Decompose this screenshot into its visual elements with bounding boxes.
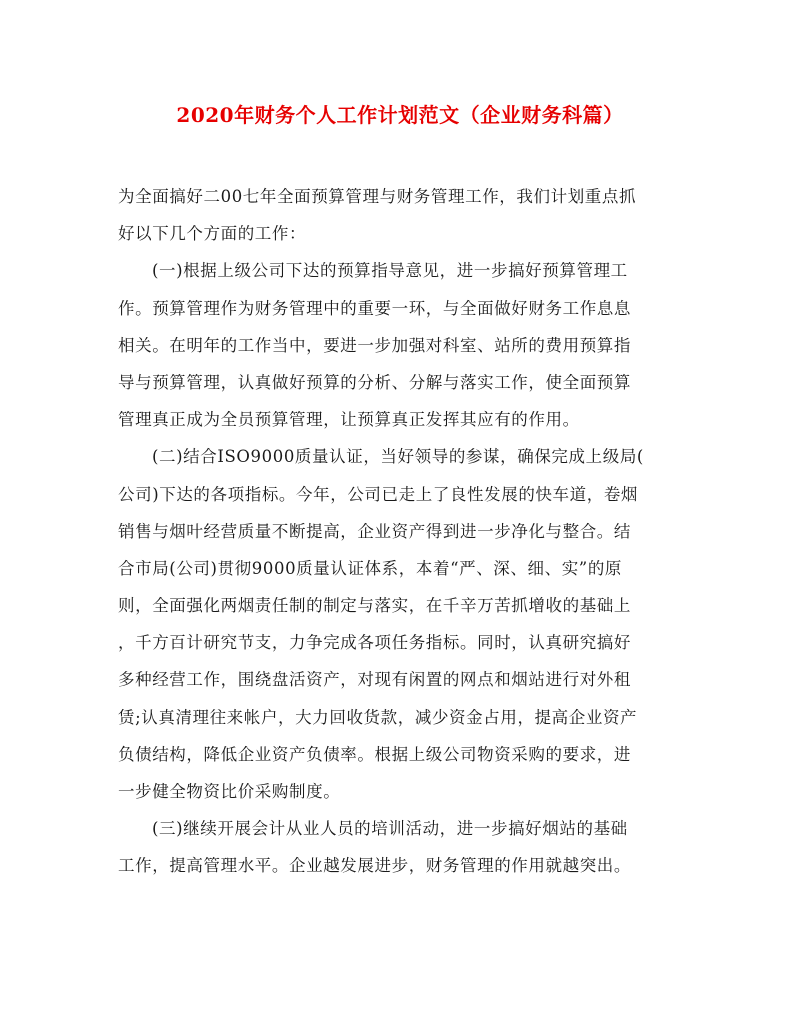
text-line: 负债结构，降低企业资产负债率。根据上级公司物资采购的要求，进 [118, 744, 631, 764]
document-body [118, 178, 684, 885]
text-line: ，千方百计研究节支，力争完成各项任务指标。同时，认真研究搞好 [118, 633, 631, 653]
text-line: 管理真正成为全员预算管理，让预算真正发挥其应有的作用。 [118, 410, 580, 430]
text-line: 多种经营工作，围绕盘活资产，对现有闲置的网点和烟站进行对外租 [118, 670, 631, 690]
text-line: 相关。在明年的工作当中，要进一步加强对科室、站所的费用预算指 [118, 335, 631, 355]
text-line: (三)继续开展会计从业人员的培训活动，进一步搞好烟站的基础 [152, 819, 628, 839]
text-line: 工作，提高管理水平。企业越发展进步，财务管理的作用就越突出。 [118, 856, 631, 876]
text-line: 合市局(公司)贯彻9000质量认证体系，本着“严、深、细、实”的原 [118, 558, 623, 578]
text-line: 公司)下达的各项指标。今年，公司已走上了良性发展的快车道，卷烟 [118, 484, 639, 504]
text-line: 为全面搞好二00七年全面预算管理与财务管理工作，我们计划重点抓 [118, 187, 637, 206]
text-line: 作。预算管理作为财务管理中的重要一环，与全面做好财务工作息息 [118, 298, 631, 318]
document-title: 2020年财务个人工作计划范文（企业财务科篇） [176, 103, 624, 127]
text-line: 销售与烟叶经营质量不断提高，企业资产得到进一步净化与整合。结 [118, 521, 631, 541]
text-line: 好以下几个方面的工作： [118, 224, 307, 244]
text-line: 则，全面强化两烟责任制的制定与落实，在千辛万苦抓增收的基础上 [118, 596, 631, 616]
text-line: 导与预算管理，认真做好预算的分析、分解与落实工作，使全面预算 [118, 372, 631, 392]
text-line: (二)结合ISO9000质量认证，当好领导的参谋，确保完成上级局( [152, 447, 644, 467]
text-line: (一)根据上级公司下达的预算指导意见，进一步搞好预算管理工 [152, 261, 628, 281]
text-line: 一步健全物资比价采购制度。 [118, 782, 341, 801]
text-line: 赁;认真清理往来帐户，大力回收货款，减少资金占用，提高企业资产 [118, 707, 638, 727]
